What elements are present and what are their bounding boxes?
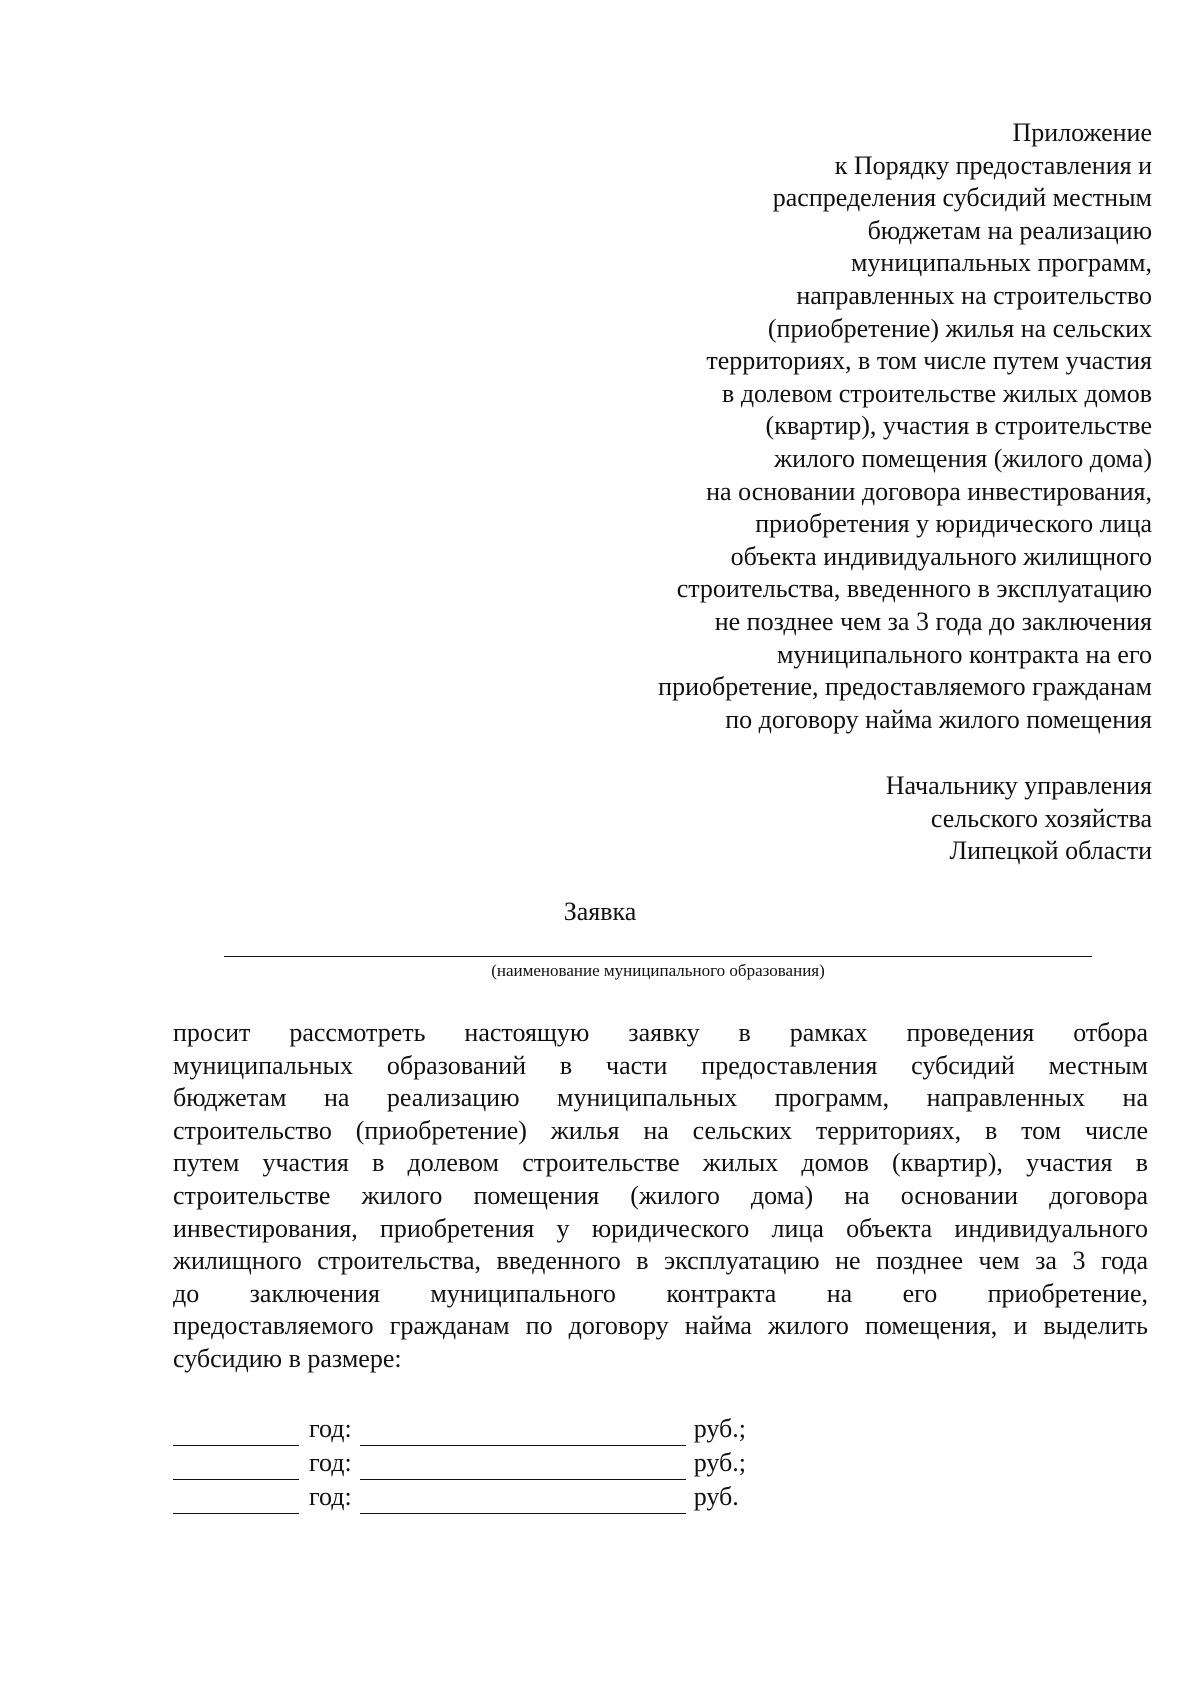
appendix-line: в долевом строительстве жилых домов — [722, 378, 1152, 408]
appendix-line: территориях, в том числе путем участия — [706, 346, 1152, 376]
body-line: до заключения муниципального контракта на его приобретение, — [173, 1278, 1148, 1308]
addressee-line: сельского хозяйства — [930, 803, 1152, 833]
addressee-block — [512, 770, 1152, 868]
appendix-line: приобретение, предоставляемого гражданам — [658, 672, 1152, 702]
year-blank-field[interactable] — [173, 1452, 299, 1480]
municipality-name-field[interactable] — [224, 956, 1092, 957]
appendix-line: (квартир), участия в строительстве — [765, 411, 1152, 441]
subsidy-row — [173, 1412, 873, 1446]
body-line: жилищного строительства, введенного в эксплуатацию не позднее чем за 3 года — [173, 1246, 1148, 1276]
municipality-caption: (наименование муниципального образования) — [491, 961, 825, 980]
appendix-line: распределения субсидий местным — [772, 183, 1152, 213]
appendix-line: строительства, введенного в эксплуатацию — [676, 574, 1152, 604]
currency-unit: руб. — [693, 1482, 739, 1511]
subsidy-row — [173, 1446, 873, 1480]
subsidy-row — [173, 1480, 873, 1514]
year-blank-field[interactable] — [173, 1418, 299, 1446]
year-blank-field[interactable] — [173, 1486, 299, 1514]
amount-blank-field[interactable] — [360, 1452, 686, 1480]
document-title: Заявка — [563, 897, 637, 926]
appendix-line: объекта индивидуального жилищного — [730, 541, 1152, 571]
body-line: строительстве жилого помещения (жилого дома) на основании договора — [173, 1180, 1148, 1210]
currency-unit: руб.; — [693, 1448, 747, 1477]
year-label: год: — [309, 1448, 352, 1477]
appendix-line: бюджетам на реализацию — [867, 215, 1152, 245]
request-body — [173, 1017, 1148, 1376]
appendix-line: жилого помещения (жилого дома) — [774, 443, 1152, 473]
appendix-line: направленных на строительство — [796, 280, 1152, 310]
appendix-line: по договору найма жилого помещения — [725, 704, 1152, 734]
body-line: муниципальных образований в части предоставления субсидий местным — [173, 1050, 1148, 1080]
appendix-line: (приобретение) жилья на сельских — [767, 313, 1152, 343]
addressee-line: Начальнику управления — [885, 771, 1152, 800]
subsidy-amounts — [173, 1412, 873, 1514]
addressee-line: Липецкой области — [949, 836, 1152, 866]
body-line: строительство (приобретение) жилья на сельских территориях, в том числе — [173, 1115, 1148, 1145]
currency-unit: руб.; — [693, 1414, 747, 1443]
body-line: просит рассмотреть настоящую заявку в рамках проведения отбора — [173, 1018, 1148, 1047]
appendix-line: Приложение — [1012, 118, 1152, 147]
appendix-line: приобретения у юридического лица — [755, 509, 1152, 539]
amount-blank-field[interactable] — [360, 1486, 686, 1514]
appendix-line: не позднее чем за 3 года до заключения — [714, 606, 1152, 636]
amount-blank-field[interactable] — [360, 1418, 686, 1446]
year-label: год: — [309, 1482, 352, 1511]
year-label: год: — [309, 1414, 352, 1443]
appendix-header — [512, 117, 1152, 736]
body-line: инвестирования, приобретения у юридического лица объекта индивидуального — [173, 1213, 1148, 1243]
body-line: предоставляемого гражданам по договору найма жилого помещения, и выделить — [173, 1311, 1148, 1341]
appendix-line: муниципального контракта на его — [776, 639, 1152, 669]
appendix-line: муниципальных программ, — [850, 248, 1152, 278]
appendix-line: на основании договора инвестирования, — [706, 476, 1152, 506]
body-line: субсидию в размере: — [173, 1343, 402, 1373]
appendix-line: к Порядку предоставления и — [834, 150, 1152, 180]
body-line: путем участия в долевом строительстве жилых домов (квартир), участия в — [173, 1148, 1148, 1178]
body-line: бюджетам на реализацию муниципальных программ, направленных на — [173, 1083, 1148, 1113]
